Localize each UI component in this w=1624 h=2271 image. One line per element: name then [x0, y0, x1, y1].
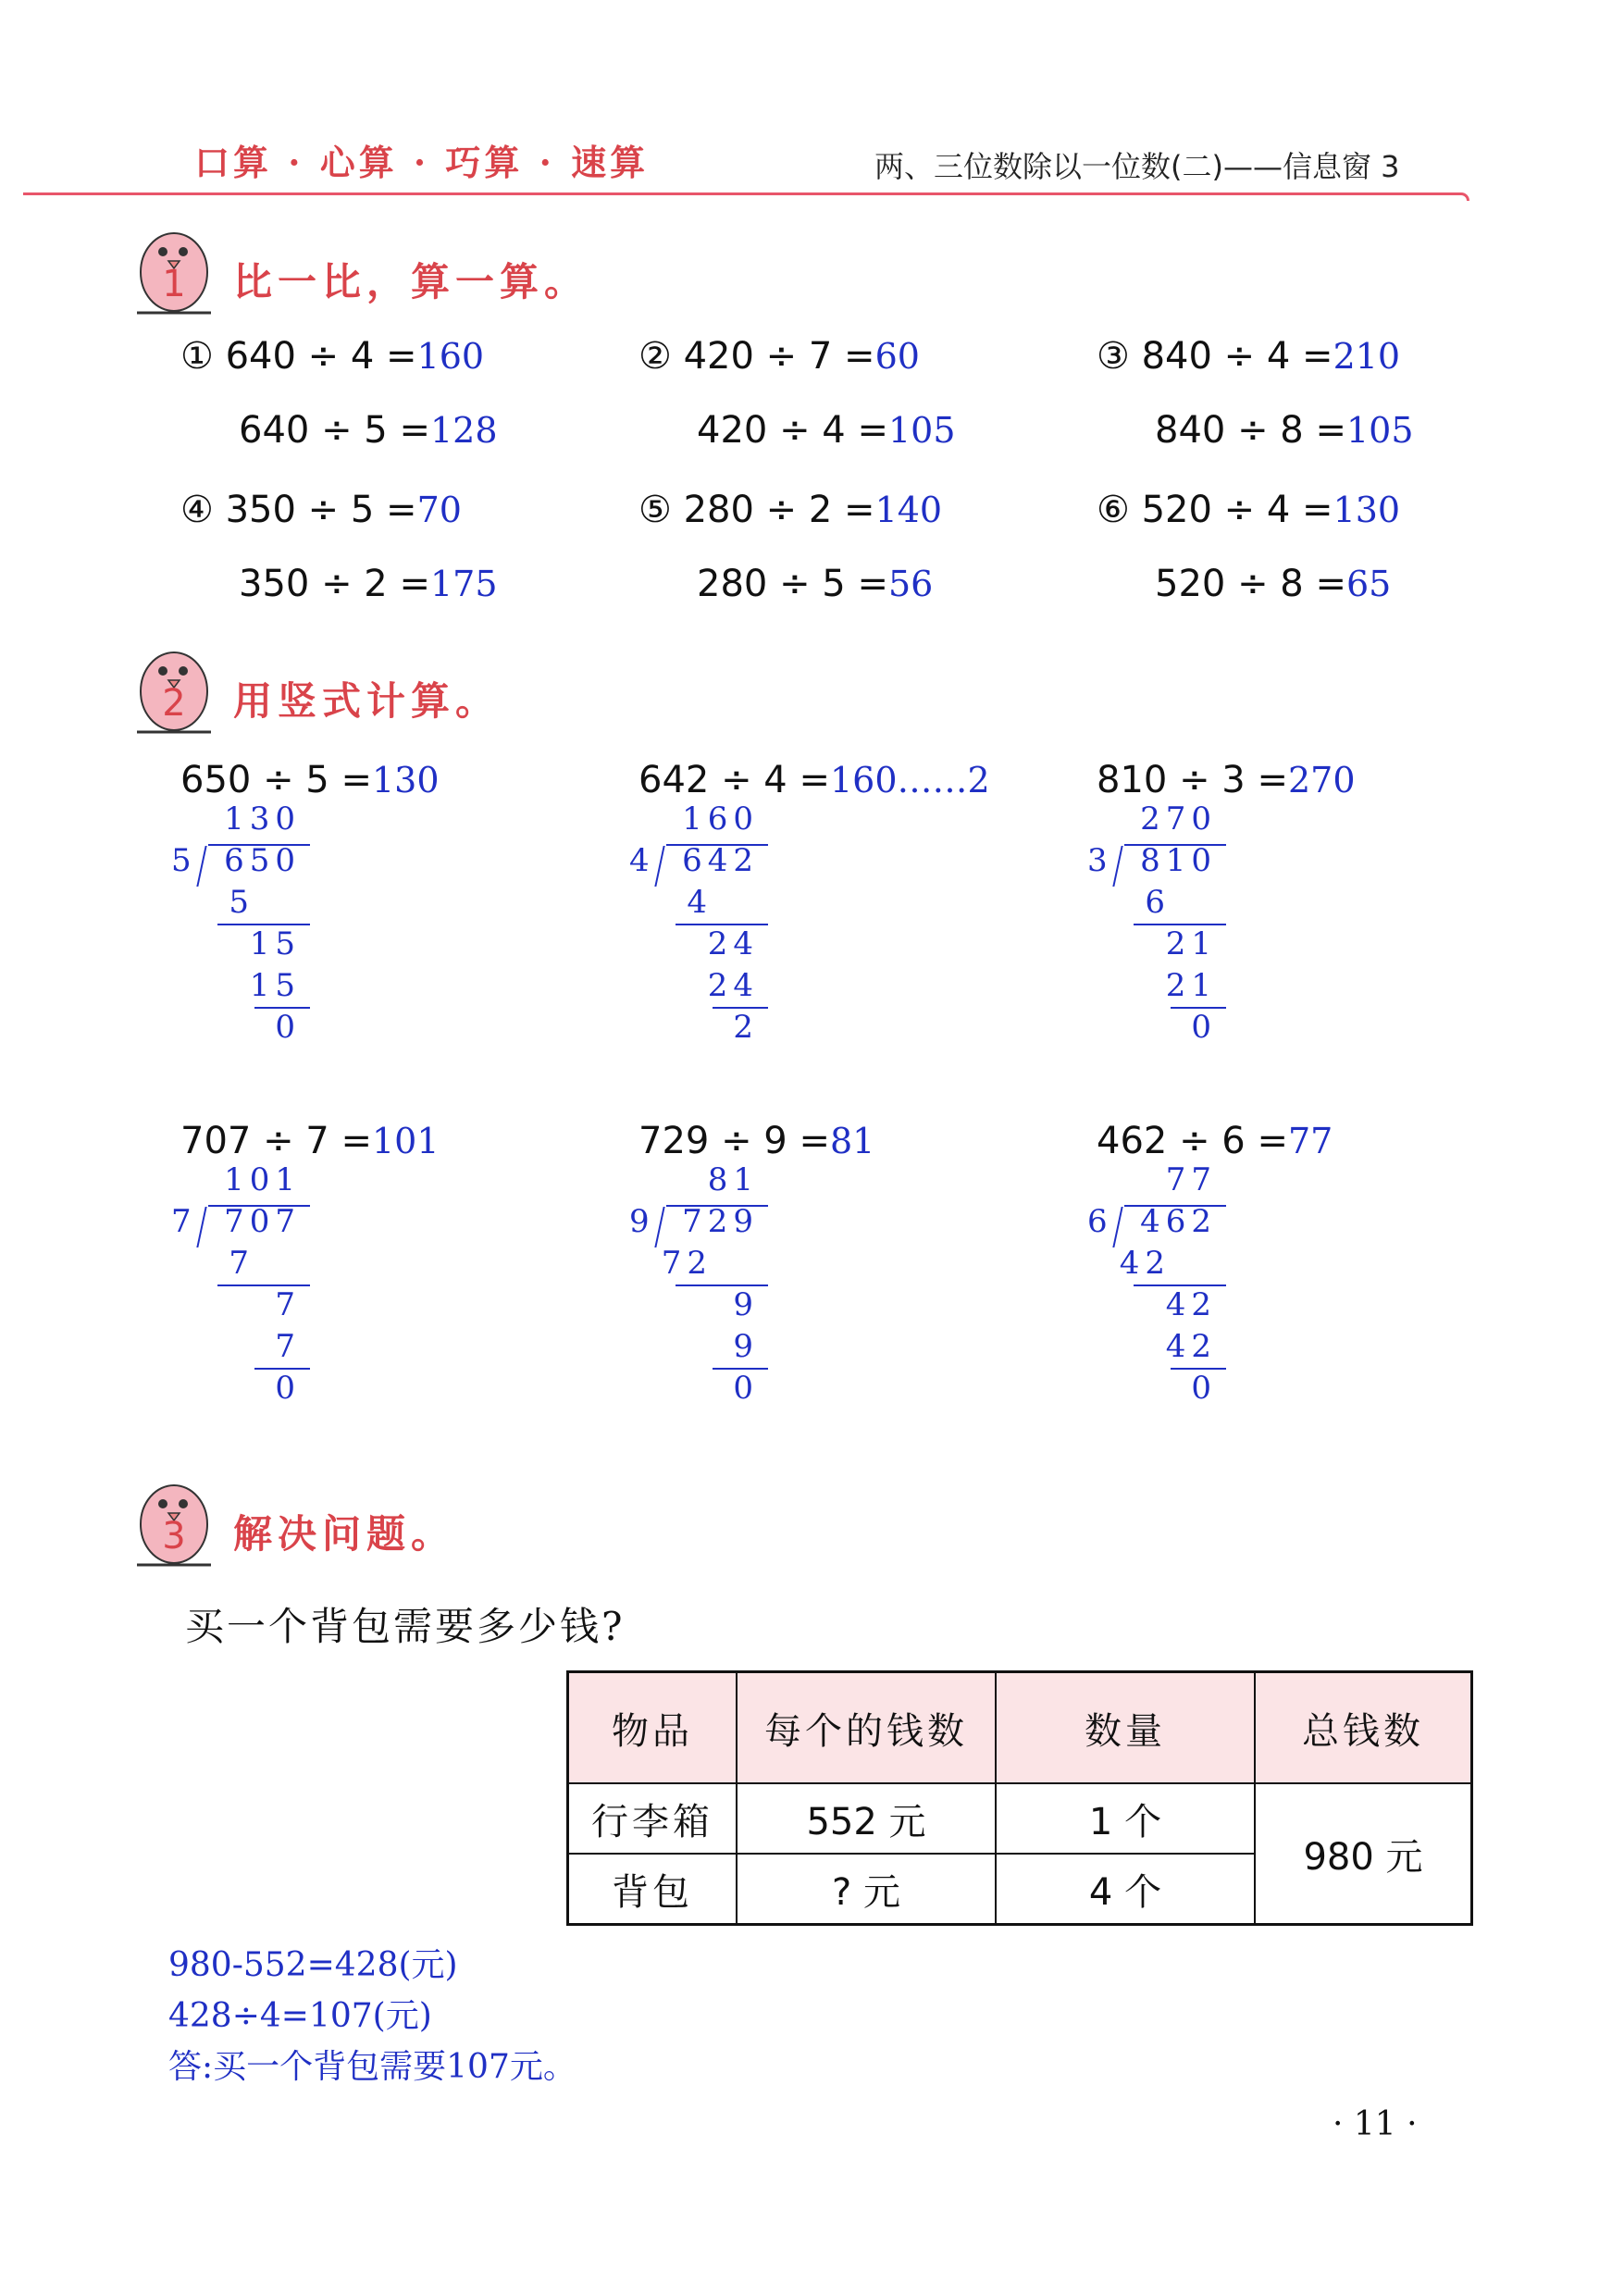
division-step: 5: [229, 884, 254, 921]
answer: 65: [1345, 564, 1392, 604]
expression: 350 ÷ 2 =: [239, 563, 430, 605]
division-step: 0: [1191, 1370, 1217, 1407]
dividend: 707: [224, 1203, 301, 1240]
division-step: 15: [249, 967, 301, 1004]
expression: 280 ÷ 5 =: [697, 563, 888, 605]
quotient: 81: [707, 1161, 759, 1198]
division-step: 24: [707, 967, 759, 1004]
division-step: 0: [275, 1009, 301, 1046]
division-equation: [1097, 759, 1356, 801]
section-number: 3: [162, 1515, 186, 1557]
division-equation: [180, 1120, 440, 1162]
answer: 160……2: [829, 760, 990, 800]
expression: 462 ÷ 6 =: [1097, 1120, 1288, 1162]
solution-answer: 答:买一个背包需要107元。: [168, 2048, 576, 2086]
quotient: 77: [1165, 1161, 1217, 1198]
answer: 140: [874, 490, 943, 530]
division-step: 42: [1165, 1286, 1217, 1323]
expression: 729 ÷ 9 =: [638, 1120, 830, 1162]
bird-icon: [130, 643, 217, 745]
price-cell: ? 元: [737, 1854, 996, 1925]
division-step: 0: [275, 1370, 301, 1407]
division-equation: [638, 1120, 874, 1162]
expression: 650 ÷ 5 =: [180, 759, 372, 801]
quotient: 130: [224, 800, 301, 838]
expression: 350 ÷ 5 =: [225, 489, 417, 531]
division-step: 0: [733, 1370, 759, 1407]
answer: 160: [416, 336, 485, 377]
group-mark: ④: [180, 489, 214, 531]
section-title: 用竖式计算。: [233, 678, 501, 724]
divisor: 4: [629, 842, 655, 879]
expression: 642 ÷ 4 =: [638, 759, 830, 801]
dividend: 810: [1140, 842, 1217, 879]
division-step: 7: [275, 1286, 301, 1323]
division-equation: [638, 759, 990, 801]
table-row: [568, 1783, 1472, 1854]
expression: 640 ÷ 5 =: [239, 409, 430, 452]
section-number: 2: [162, 682, 186, 725]
dividend: 729: [682, 1203, 759, 1240]
header-cell: 物品: [568, 1672, 738, 1784]
bird-icon: [130, 1476, 217, 1578]
solution-step-1: 980-552=428(元): [168, 1946, 458, 1984]
header-cell: 总钱数: [1255, 1672, 1472, 1784]
answer: 101: [371, 1121, 440, 1161]
quotient: 101: [224, 1161, 301, 1198]
answer: 130: [371, 760, 440, 800]
group-mark: ②: [638, 335, 672, 378]
dividend: 642: [682, 842, 759, 879]
division-step: 15: [249, 925, 301, 962]
total-cell: 980 元: [1255, 1783, 1472, 1925]
header-cell: 每个的钱数: [737, 1672, 996, 1784]
section-title: 比一比，算一算。: [233, 259, 589, 304]
divisor: 7: [171, 1203, 197, 1240]
item-cell: 行李箱: [568, 1783, 738, 1854]
expression: 840 ÷ 4 =: [1141, 335, 1333, 378]
header-divider: [23, 192, 1469, 201]
quotient: 270: [1140, 800, 1217, 838]
compare-group-5: [638, 489, 942, 605]
header-unit-title: 两、三位数除以一位数(二)——信息窗 3: [874, 149, 1400, 184]
answer: 270: [1287, 760, 1356, 800]
answer: 175: [429, 564, 498, 604]
division-step: 6: [1145, 884, 1171, 921]
answer: 130: [1333, 490, 1401, 530]
division-step: 42: [1165, 1328, 1217, 1365]
qty-cell: 4 个: [996, 1854, 1255, 1925]
division-step: 24: [707, 925, 759, 962]
header-cell: 数量: [996, 1672, 1255, 1784]
compare-group-1: [180, 335, 498, 452]
divisor: 3: [1087, 842, 1113, 879]
answer: 105: [1345, 410, 1414, 451]
group-mark: ③: [1097, 335, 1130, 378]
division-step: 21: [1165, 967, 1217, 1004]
answer: 70: [416, 490, 462, 530]
section-title: 解决问题。: [233, 1511, 456, 1557]
qty-cell: 1 个: [996, 1783, 1255, 1854]
answer: 77: [1287, 1121, 1333, 1161]
solution-step-2: 428÷4=107(元): [168, 1997, 432, 2035]
division-equation: [180, 759, 440, 801]
expression: 520 ÷ 8 =: [1155, 563, 1346, 605]
expression: 280 ÷ 2 =: [683, 489, 875, 531]
division-step: 7: [229, 1245, 254, 1282]
divisor: 9: [629, 1203, 655, 1240]
division-step: 42: [1119, 1245, 1171, 1282]
dividend: 462: [1140, 1203, 1217, 1240]
expression: 420 ÷ 7 =: [683, 335, 875, 378]
page-number: · 11 ·: [1333, 2105, 1418, 2143]
answer: 81: [829, 1121, 875, 1161]
division-step: 9: [733, 1286, 759, 1323]
answer: 210: [1333, 336, 1401, 377]
compare-group-6: [1097, 489, 1400, 605]
divisor: 5: [171, 842, 197, 879]
group-mark: ⑤: [638, 489, 672, 531]
price-table: [566, 1670, 1473, 1926]
division-step: 9: [733, 1328, 759, 1365]
division-step: 0: [1191, 1009, 1217, 1046]
division-equation: [1097, 1120, 1333, 1162]
group-mark: ⑥: [1097, 489, 1130, 531]
expression: 640 ÷ 4 =: [225, 335, 417, 378]
quotient: 160: [682, 800, 759, 838]
divisor: 6: [1087, 1203, 1113, 1240]
division-step: 21: [1165, 925, 1217, 962]
dividend: 650: [224, 842, 301, 879]
compare-group-4: [180, 489, 498, 605]
compare-group-3: [1097, 335, 1414, 452]
division-step: 72: [661, 1245, 713, 1282]
division-step: 2: [733, 1009, 759, 1046]
compare-group-2: [638, 335, 956, 452]
section-number: 1: [162, 263, 186, 305]
division-step: 7: [275, 1328, 301, 1365]
expression: 707 ÷ 7 =: [180, 1120, 372, 1162]
bird-icon: [130, 224, 217, 326]
problem-question: 买一个背包需要多少钱?: [185, 1604, 626, 1649]
expression: 810 ÷ 3 =: [1097, 759, 1288, 801]
group-mark: ①: [180, 335, 214, 378]
price-cell: 552 元: [737, 1783, 996, 1854]
division-step: 4: [687, 884, 713, 921]
expression: 420 ÷ 4 =: [697, 409, 888, 452]
answer: 128: [429, 410, 498, 451]
expression: 520 ÷ 4 =: [1141, 489, 1333, 531]
header-series-title: 口算 · 心算 · 巧算 · 速算: [194, 142, 650, 183]
expression: 840 ÷ 8 =: [1155, 409, 1346, 452]
item-cell: 背包: [568, 1854, 738, 1925]
answer: 56: [887, 564, 934, 604]
answer: 105: [887, 410, 956, 451]
answer: 60: [874, 336, 920, 377]
